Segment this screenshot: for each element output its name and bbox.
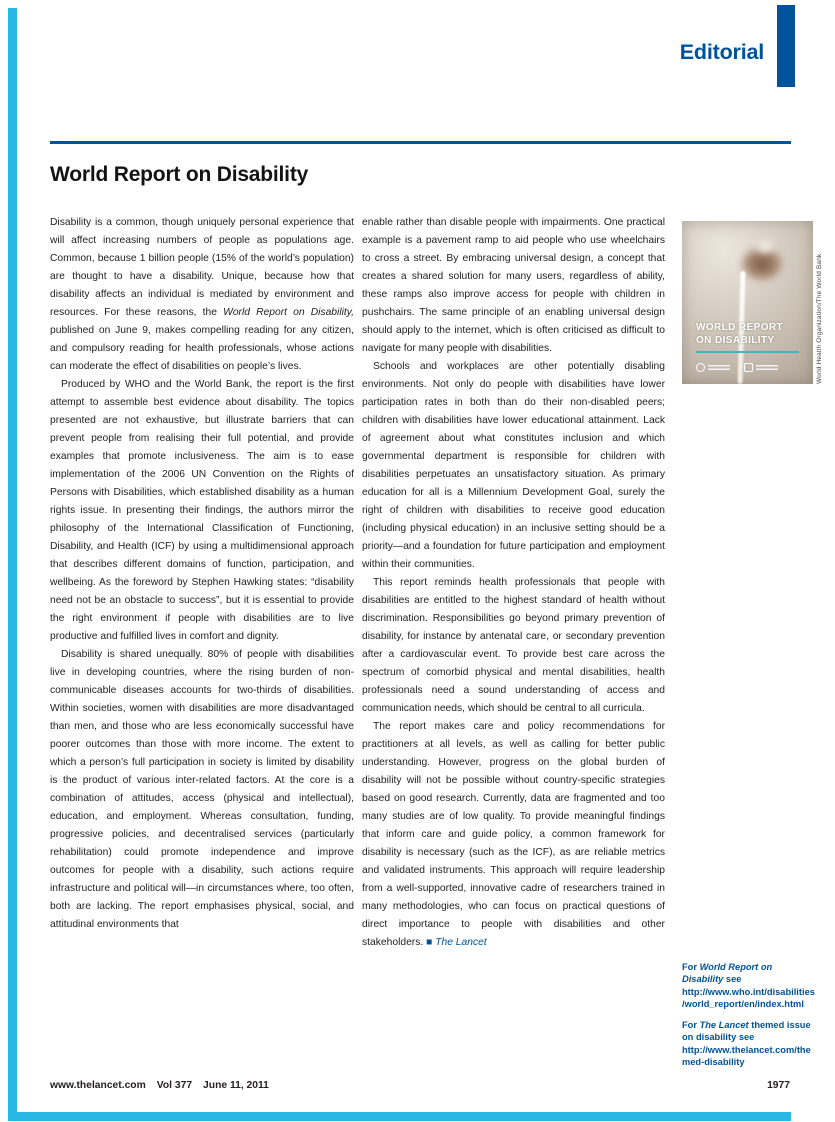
paragraph: Schools and workplaces are other potentially disabling environments. Not only do people with disabilities have lower participation rates in both than do their non-disabled peers; children with disabilities have lower educational attainment. Lack of agreement about what constitutes inclusion and which governmental department is responsible for children with disabilities perpetuates an unsatisfactory situation. As primary education for all is a Millennium Development Goal, surely the right of children with disabilities to receive good education (including physical education) in an inclusive setting should be a priority—and a foundation for future participation and employment within their communities. (362, 361, 665, 570)
report-cover-image (682, 221, 813, 384)
article-column-2 (362, 214, 665, 1070)
cover-title-line1: WORLD REPORT (696, 322, 784, 333)
footer-date: June 11, 2011 (203, 1080, 269, 1091)
paragraph: Produced by WHO and the World Bank, the report is the first attempt to assemble best evidence about disability. The topics presented are not exhaustive, but illustrate barriers that can prevent people from realising their full potential, and provide examples that promote inclusiveness. The aim is to ease implementation of the 2006 UN Convention on the Rights of Persons with Disabilities, which established disability as a human rights issue. In presenting their findings, the authors mirror the philosophy of the International Classification of Functioning, Disability, and Health (ICF) by using a multidimensional approach that describes different domains of function, participation, and wellbeing. As the foreword by Stephen Hawking states: “disability need not be an obstacle to success”, but it is essential to provide the right environment if people with disabilities are to live productive and fulfilled lives in comfort and dignity. (50, 379, 354, 642)
who-logo-icon (696, 363, 705, 372)
paragraph: enable rather than disable people with impairments. One practical example is a pavement ramp to aid people who use wheelchairs to cross a street. By embracing universal design, a concept that creates a shared solution for many users, regardless of ability, these ramps also improve access for people with children in pushchairs. The same principle of an enabling universal design should apply to the internet, which is often criticised as difficult to navigate for many people with disabilities. (362, 217, 665, 354)
cover-title-line2: ON DISABILITY (696, 334, 775, 346)
sidebar-note-link[interactable]: For The Lancet themed issue on disability see http://www.thelancet.com/themed-disability (682, 1020, 811, 1068)
article-column-1 (50, 214, 354, 1070)
photo-highlight (748, 234, 782, 260)
page-number: 1977 (767, 1080, 790, 1091)
article-title: World Report on Disability (50, 163, 309, 186)
who-logo (696, 359, 730, 377)
world-bank-logo (744, 359, 778, 377)
footer-site-url: www.thelancet.com (50, 1080, 146, 1091)
page-edge-strip-left (8, 8, 17, 1121)
world-bank-logo-text (756, 365, 778, 372)
section-label: Editorial (679, 40, 764, 64)
paragraph: Disability is shared unequally. 80% of people with disabilities live in developing countries, where the rising burden of non-communicable diseases accounts for two-thirds of disabilities. Within societies, women with disabilities are more disadvantaged than men, and those who are less economically successful have poorer outcomes than those with more income. The extent to which a person’s full participation in society is limited by disability is the product of various inter-related factors. At the core is a combination of attitudes, access (physical and intellectual), education, and employment. Whereas consultation, funding, progressive policies, and decentralised services (particularly rehabilitation) could promote independence and improve outcomes for people with a disability, such actions require infrastructure and political will—in circumstances where, too often, both are lacking. The report emphasises physical, social, and attitudinal environments that (50, 649, 354, 930)
footer-volume: Vol 377 (156, 1080, 193, 1091)
publisher-logos (696, 359, 778, 377)
paragraph: Disability is a common, though uniquely personal experience that will affect increasing numbers of people as populations age. Common, because 1 billion people (15% of the world’s population) are thought to have a disability. Unique, because how that disability affects an individual is mediated by environment and resources. For these reasons, the World Report on Disability, published on June 9, makes compelling reading for any citizen, and compulsory reading for health professionals, whose actions can moderate the effect of disabilities on people’s lives. (50, 217, 354, 372)
footer (50, 1080, 280, 1091)
cover-title (696, 322, 783, 347)
page-edge-strip-bottom (8, 1112, 791, 1121)
who-logo-text (708, 365, 730, 372)
section-color-tab (777, 5, 795, 87)
world-bank-logo-icon (744, 363, 753, 372)
cover-divider (696, 351, 799, 353)
paragraph: The report makes care and policy recommendations for practitioners at all levels, as well as calling for better public understanding. However, progress on the global burden of disability will not be possible without country-specific strategies based on good research. Currently, data are fragmented and too many studies are of low quality. To provide meaningful findings that inform care and guide policy, a common framework for disability is necessary (such as the ICF), as are reliable metrics and validated instruments. This approach will require leadership from a well-supported, innovative cadre of researchers trained in many methodologies, who can focus on practical questions of direct importance to people with disabilities and other stakeholders. ■ The Lancet (362, 721, 665, 948)
header-rule (50, 141, 791, 144)
paragraph: This report reminds health professionals that people with disabilities are entitled to the highest standard of health without discrimination. Responsibilities go beyond primary prevention of disability, for instance by antenatal care, or secondary prevention after a cardiovascular event. To provide best care across the spectrum of comorbid physical and mental disabilities, health professionals need a sound understanding of access and communication needs, which should be central to all curricula. (362, 577, 665, 714)
image-credit: World Health Organization/The World Bank (816, 253, 823, 384)
sidebar-notes (682, 961, 815, 1077)
sidebar-note-link[interactable]: For World Report on Disability see http://www.who.int/disabilities/world_report/en/index.html (682, 962, 815, 1009)
